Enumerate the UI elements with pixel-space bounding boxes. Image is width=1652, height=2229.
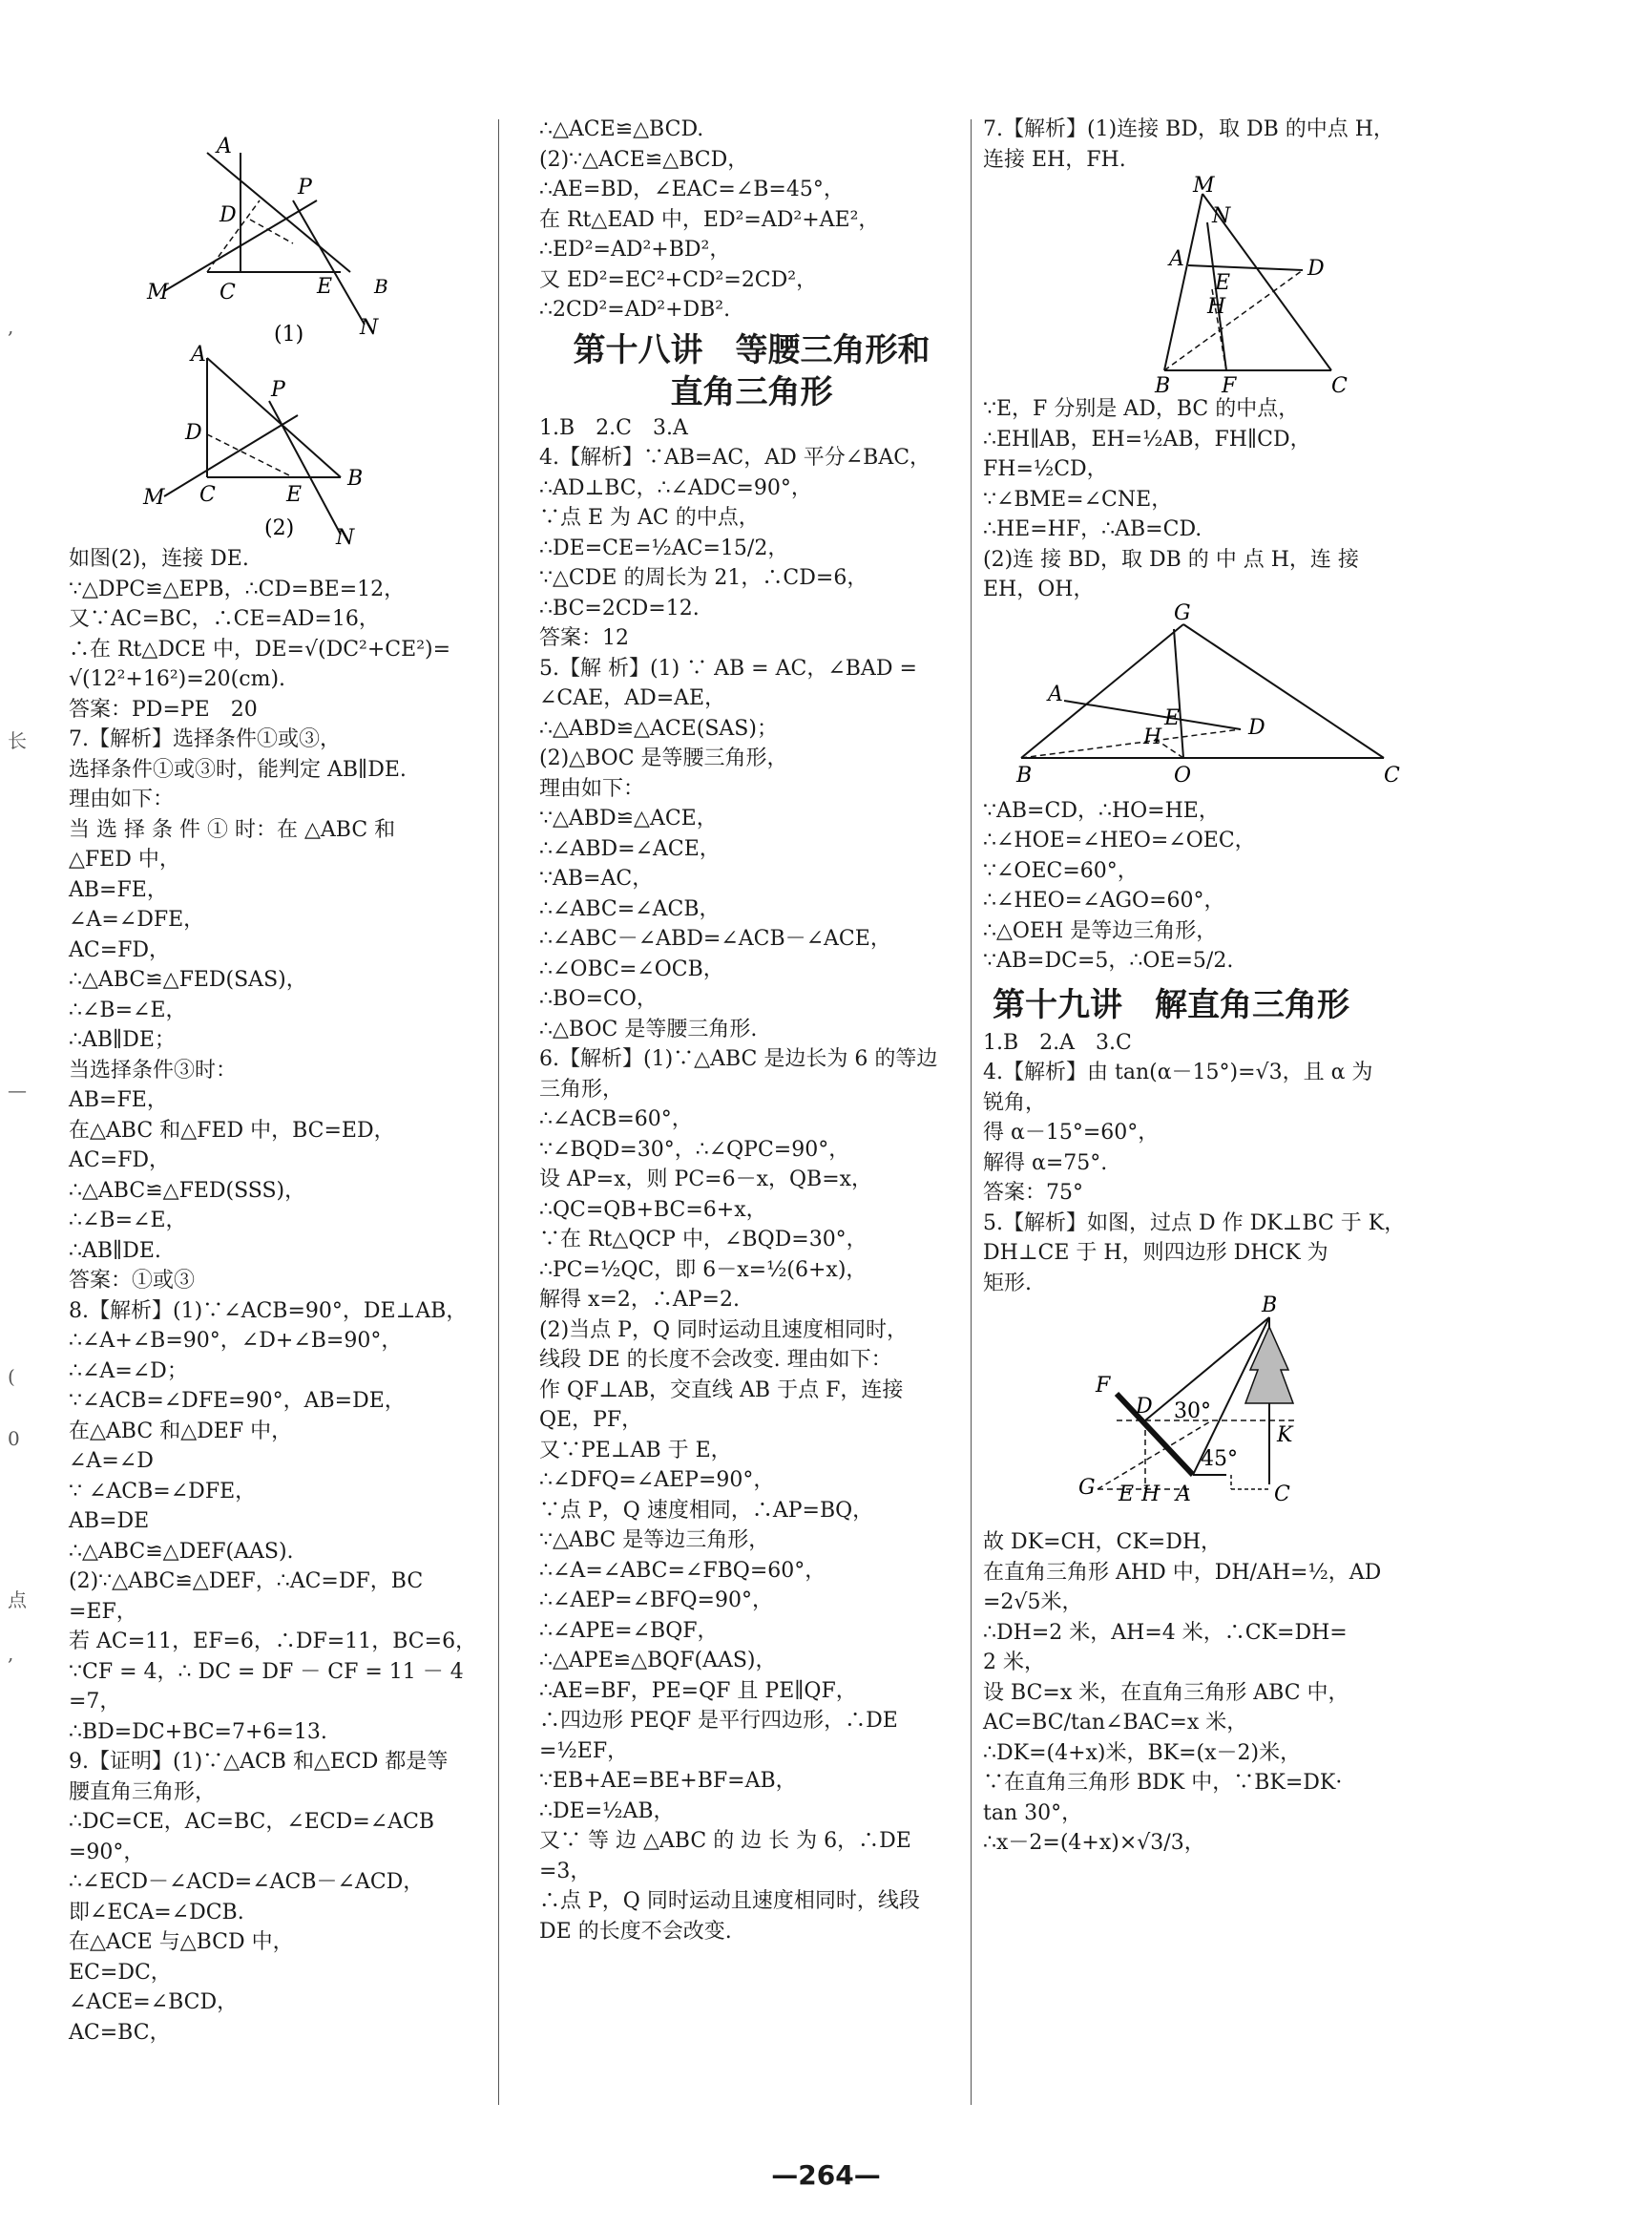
text-line: ∵AB=CD，∴HO=HE， — [983, 798, 1220, 823]
text-line: 4.【解析】由 tan(α－15°)=√3，且 α 为 — [983, 1061, 1373, 1084]
q7b-label-O: O — [1174, 763, 1192, 788]
text-line: 三角形， — [539, 1077, 624, 1102]
text-line: EH，OH， — [983, 578, 1095, 601]
fig1-label-N: N — [360, 316, 379, 340]
tree-label-A: A — [1176, 1482, 1191, 1506]
text-line: 选择条件①或③时，能判定 AB∥DE. — [69, 757, 407, 782]
q7b-label-E: E — [1164, 705, 1181, 730]
fig2-label-N: N — [336, 526, 355, 550]
text-line: =7， — [69, 1690, 121, 1714]
text-line: ∴DH=2 米，AH=4 米，∴CK=DH= — [983, 1620, 1348, 1645]
text-line: ∴∠ABC－∠ABD=∠ACB－∠ACE， — [539, 927, 891, 951]
text-line: 当 选 择 条 件 ① 时：在 △ABC 和 — [69, 817, 396, 842]
text-line: 解得 x=2，∴AP=2. — [539, 1288, 740, 1312]
text-line: ∴AD⊥BC，∴∠ADC=90°， — [539, 475, 812, 500]
text-line: ∴∠A=∠ABC=∠FBQ=60°， — [539, 1558, 826, 1583]
text-line: ∴EH∥AB，EH=½AB，FH∥CD， — [983, 427, 1311, 452]
text-line: ∵EB+AE=BE+BF=AB， — [539, 1769, 797, 1793]
text-line: ∴∠ABC=∠ACB， — [539, 896, 721, 921]
col3-top-text — [983, 115, 1432, 175]
figure-q7-1 — [1012, 174, 1412, 398]
tree-label-C: C — [1274, 1482, 1290, 1506]
text-line: ∴∠A+∠B=90°，∠D+∠B=90°， — [69, 1329, 403, 1353]
q7b-label-D: D — [1248, 715, 1265, 740]
text-line: ∵∠BQD=30°，∴∠QPC=90°， — [539, 1137, 850, 1162]
column-1 — [69, 129, 489, 2048]
q7b-label-H: H — [1143, 725, 1162, 749]
text-line: 解得 α=75°. — [983, 1150, 1108, 1175]
fig2-label-C: C — [199, 483, 216, 507]
text-line: ∵△ABD≌△ACE， — [539, 807, 718, 831]
text-line: AB=FE， — [69, 877, 168, 902]
col3-after-text — [983, 796, 1432, 977]
text-line: 答案：75° — [983, 1181, 1083, 1205]
text-line: 腰直角三角形， — [69, 1779, 217, 1804]
text-line: ∴△ABC≌△DEF(AAS). — [69, 1539, 294, 1564]
tree-label-D: D — [1136, 1395, 1153, 1419]
col3-mid-text — [983, 394, 1432, 605]
text-line: 在△ABC 和△DEF 中， — [69, 1419, 293, 1443]
col2-top-text — [539, 115, 964, 326]
fig1-label-M: M — [147, 281, 169, 305]
margin-mark: 0 — [8, 1427, 20, 1450]
fig1-label-E: E — [317, 275, 333, 299]
text-line: 作 QF⊥AB，交直线 AB 于点 F，连接 — [539, 1377, 904, 1402]
text-line: ∴△APE≌△BQF(AAS)， — [539, 1649, 777, 1672]
text-line: ∴点 P，Q 同时运动且速度相同时，线段 — [539, 1889, 920, 1913]
figure-q7-2 — [983, 600, 1403, 796]
text-line: AC=BC/tan∠BAC=x 米， — [983, 1711, 1248, 1735]
fig2-label-B: B — [347, 467, 364, 491]
text-line: ∴BO=CO， — [539, 987, 658, 1011]
text-line: ∴DC=CE，AC=BC，∠ECD=∠ACB — [69, 1810, 435, 1834]
text-line: ∴HE=HF，∴AB=CD. — [983, 517, 1202, 541]
text-line: ∴AE=BF，PE=QF 且 PE∥QF， — [539, 1678, 857, 1703]
q7-label-N: N — [1212, 204, 1231, 228]
text-line: 5.【解析】如图，过点 D 作 DK⊥BC 于 K， — [983, 1210, 1406, 1235]
text-line: 7.【解析】选择条件①或③， — [69, 727, 341, 751]
text-line: ∴在 Rt△DCE 中，DE=√(DC²+CE²)= — [69, 637, 451, 662]
text-line: 7.【解析】(1)连接 BD，取 DB 的中点 H， — [983, 117, 1394, 141]
fig2-label-D: D — [185, 421, 202, 445]
text-line: AC=FD， — [69, 937, 171, 962]
text-line: =90°， — [69, 1840, 145, 1864]
text-line: 1.B 2.C 3.A — [539, 415, 688, 440]
text-line: ∵∠OEC=60°， — [983, 858, 1139, 883]
tree-label-F: F — [1096, 1374, 1111, 1398]
text-line: 又 ED²=EC²+CD²=2CD²， — [539, 267, 818, 292]
column-3 — [983, 115, 1432, 1859]
fig1-caption: (1) — [274, 323, 304, 347]
text-line: AB=FE， — [69, 1088, 168, 1112]
column-divider — [971, 119, 972, 2105]
text-line: 得 α－15°=60°， — [983, 1121, 1160, 1145]
text-line: ∠ACE=∠BCD， — [69, 1990, 239, 2014]
text-line: ∴AE=BD，∠EAC=∠B=45°， — [539, 178, 845, 201]
col2-text — [539, 413, 964, 1947]
margin-mark: 长 — [8, 729, 27, 752]
tree-label-G: G — [1078, 1476, 1096, 1500]
text-line: 理由如下： — [69, 788, 175, 811]
text-line: ∴DE=½AB， — [539, 1798, 675, 1823]
text-line: 1.B 2.A 3.C — [983, 1030, 1132, 1055]
text-line: FH=½CD， — [983, 457, 1108, 481]
text-line: 连接 EH，FH. — [983, 147, 1126, 172]
text-line: ∴x－2=(4+x)×√3/3， — [983, 1831, 1205, 1855]
text-line: ∴BC=2CD=12. — [539, 596, 700, 620]
text-line: ∴△BOC 是等腰三角形. — [539, 1017, 758, 1041]
text-line: ∵ ∠ACB=∠DFE， — [69, 1479, 257, 1504]
text-line: △FED 中， — [69, 848, 180, 872]
fig2-label-E: E — [286, 483, 303, 507]
text-line: (2)∵△ACE≌△BCD， — [539, 147, 749, 172]
text-line: ∴DE=CE=½AC=15/2， — [539, 536, 789, 560]
text-line: ∵△CDE 的周长为 21，∴CD=6， — [539, 566, 868, 590]
text-line: √(12²+16²)=20(cm). — [69, 667, 286, 691]
text-line: ∴∠A=∠D； — [69, 1358, 188, 1383]
text-line: ∠CAE，AD=AE， — [539, 686, 726, 710]
text-line: 设 BC=x 米，在直角三角形 ABC 中， — [983, 1680, 1349, 1705]
col1-text — [69, 544, 489, 2048]
text-line: 答案：12 — [539, 626, 629, 650]
text-line: ∴△ACE≌△BCD. — [539, 117, 704, 141]
text-line: ∴四边形 PEQF 是平行四边形，∴DE — [539, 1709, 898, 1733]
text-line: 又∵AC=BC，∴CE=AD=16， — [69, 607, 380, 631]
fig2-label-M: M — [143, 486, 165, 510]
figure-tree — [1012, 1293, 1412, 1527]
text-line: ∵∠ACB=∠DFE=90°，AB=DE， — [69, 1389, 406, 1413]
tree-label-E: E — [1119, 1482, 1135, 1506]
text-line: 答案：①或③ — [69, 1269, 196, 1293]
text-line: 2 米， — [983, 1651, 1045, 1674]
tree-label-B: B — [1262, 1293, 1278, 1317]
lecture-19-title: 第十九讲 解直角三角形 — [993, 985, 1349, 1024]
text-line: ∠A=∠DFE， — [69, 908, 205, 932]
text-line: 即∠ECA=∠DCB. — [69, 1900, 244, 1924]
text-line: 如图(2)，连接 DE. — [69, 547, 249, 571]
text-line: ∴AB∥DE； — [69, 1028, 176, 1052]
fig2-label-P: P — [271, 378, 285, 402]
margin-mark: 点 — [8, 1588, 27, 1611]
text-line: (2)∵△ABC≌△DEF，∴AC=DF，BC — [69, 1569, 424, 1593]
text-line: ∴ED²=AD²+BD²， — [539, 238, 731, 262]
fig1-label-D: D — [220, 203, 237, 227]
q7-label-D: D — [1307, 257, 1325, 281]
text-line: ∠A=∠D — [69, 1449, 154, 1473]
text-line: ∴△ABC≌△FED(SSS)， — [69, 1178, 306, 1203]
text-line: 4.【解析】∵AB=AC，AD 平分∠BAC， — [539, 446, 931, 470]
text-line: ∴∠OBC=∠OCB， — [539, 957, 724, 981]
text-line: =EF， — [69, 1599, 137, 1624]
text-line: 在直角三角形 AHD 中，DH/AH=½，AD — [983, 1560, 1382, 1585]
text-line: (2)当点 P，Q 同时运动且速度相同时， — [539, 1317, 908, 1342]
figure-1 — [69, 129, 388, 347]
text-line: ∵CF = 4，∴ DC = DF － CF = 11 － 4 — [69, 1659, 464, 1684]
text-line: ∵在 Rt△QCP 中，∠BQD=30°， — [539, 1228, 868, 1251]
text-line: 理由如下： — [539, 776, 645, 801]
text-line: 设 AP=x，则 PC=6－x，QB=x， — [539, 1167, 873, 1191]
text-line: 锐角， — [983, 1090, 1047, 1115]
text-line: ∴△OEH 是等边三角形， — [983, 918, 1218, 943]
q7-label-F: F — [1222, 374, 1237, 398]
text-line: ∴AB∥DE. — [69, 1238, 161, 1263]
text-line: QE，PF， — [539, 1408, 643, 1432]
text-line: AC=FD， — [69, 1148, 171, 1172]
text-line: ∵E，F 分别是 AD，BC 的中点， — [983, 397, 1300, 421]
margin-mark: ( — [8, 1365, 15, 1388]
text-line: 在△ACE 与△BCD 中， — [69, 1930, 294, 1954]
text-line: 在△ABC 和△FED 中，BC=ED， — [69, 1118, 395, 1143]
text-line: =2√5米， — [983, 1590, 1083, 1614]
text-line: =½EF， — [539, 1738, 629, 1763]
figure-2 — [69, 343, 374, 550]
text-line: ∴∠HOE=∠HEO=∠OEC， — [983, 829, 1256, 852]
column-divider — [498, 119, 499, 2105]
q7b-label-G: G — [1174, 600, 1191, 625]
text-line: (2)连 接 BD，取 DB 的 中 点 H，连 接 — [983, 547, 1359, 572]
text-line: ∴△ABD≌△ACE(SAS)； — [539, 716, 778, 741]
fig1-label-A: A — [217, 135, 232, 158]
fig1-label-B: B — [374, 275, 388, 298]
text-line: ∵△DPC≌△EPB，∴CD=BE=12， — [69, 577, 406, 601]
tree-label-H: H — [1141, 1482, 1161, 1506]
q7-label-A: A — [1169, 247, 1184, 271]
q7-label-E: E — [1215, 271, 1231, 295]
text-line: ∵在直角三角形 BDK 中，∵BK=DK· — [983, 1771, 1343, 1795]
text-line: 若 AC=11，EF=6，∴DF=11，BC=6， — [69, 1630, 477, 1653]
text-line: ∵AB=AC， — [539, 867, 654, 891]
text-line: 在 Rt△EAD 中，ED²=AD²+AE²， — [539, 207, 880, 232]
q7b-label-B: B — [1016, 763, 1033, 788]
text-line: =3， — [539, 1859, 592, 1883]
text-line: 答案：PD=PE 20 — [69, 697, 258, 722]
text-line: 又∵ 等 边 △ABC 的 边 长 为 6，∴DE — [539, 1829, 911, 1853]
text-line: DH⊥CE 于 H，则四边形 DHCK 为 — [983, 1241, 1328, 1265]
text-line: ∴∠APE=∠BQF， — [539, 1618, 719, 1643]
q7-label-C: C — [1331, 374, 1348, 398]
text-line: ∴PC=½QC，即 6－x=½(6+x)， — [539, 1257, 868, 1282]
text-line: 线段 DE 的长度不会改变. 理由如下： — [539, 1348, 892, 1372]
text-line: 9.【证明】(1)∵△ACB 和△ECD 都是等 — [69, 1750, 449, 1774]
tree-label-45deg: 45° — [1201, 1447, 1238, 1471]
text-line: ∴∠B=∠E， — [69, 998, 187, 1022]
col3-end-text — [983, 1527, 1432, 1859]
text-line: 又∵PE⊥AB 于 E， — [539, 1438, 732, 1462]
text-line: ∴QC=QB+BC=6+x， — [539, 1197, 767, 1222]
q7b-label-C: C — [1384, 763, 1400, 788]
margin-mark: , — [8, 315, 14, 338]
fig1-label-P: P — [298, 176, 312, 200]
lecture-18-title-line1: 第十八讲 等腰三角形和 — [573, 330, 931, 369]
text-line: AB=DE — [69, 1509, 150, 1533]
text-line: AC=BC， — [69, 2020, 171, 2045]
text-line: ∵△ABC 是等边三角形， — [539, 1528, 770, 1552]
text-line: ∵点 P，Q 速度相同，∴AP=BQ， — [539, 1498, 874, 1523]
col3-19-text — [983, 1028, 1432, 1299]
text-line: EC=DC， — [69, 1960, 172, 1985]
text-line: ∴∠DFQ=∠AEP=90°， — [539, 1468, 775, 1492]
fig2-label-A: A — [191, 343, 206, 367]
text-line: (2)△BOC 是等腰三角形， — [539, 747, 788, 770]
text-line: ∴△ABC≌△FED(SAS)， — [69, 968, 307, 992]
q7-label-M: M — [1193, 174, 1215, 198]
text-line: 当选择条件③时： — [69, 1058, 238, 1083]
text-line: 8.【解析】(1)∵∠ACB=90°，DE⊥AB， — [69, 1298, 468, 1323]
tree-label-K: K — [1277, 1423, 1293, 1447]
text-line: ∴DK=(4+x)米，BK=(x－2)米， — [983, 1740, 1302, 1765]
column-2 — [539, 115, 964, 1946]
fig2-caption: (2) — [264, 516, 295, 540]
text-line: ∴∠AEP=∠BFQ=90°， — [539, 1588, 773, 1612]
text-line: ∴∠ABD=∠ACE， — [539, 836, 721, 861]
text-line: ∵点 E 为 AC 的中点， — [539, 506, 760, 530]
text-line: ∴∠ECD－∠ACD=∠ACB－∠ACD， — [69, 1870, 425, 1894]
text-line: 5.【解 析】(1) ∵ AB = AC，∠BAD = — [539, 656, 917, 681]
text-line: ∴∠ACB=60°， — [539, 1107, 693, 1131]
margin-mark: — — [8, 1079, 27, 1102]
text-line: ∴∠HEO=∠AGO=60°， — [983, 889, 1225, 913]
text-line: 故 DK=CH，CK=DH， — [983, 1530, 1223, 1554]
page-number: —264— — [771, 2159, 881, 2191]
text-line: 6.【解析】(1)∵△ABC 是边长为 6 的等边 — [539, 1047, 938, 1071]
text-line: 矩形. — [983, 1271, 1032, 1295]
lecture-18-title-line2: 直角三角形 — [670, 372, 833, 411]
text-line: ∴BD=DC+BC=7+6=13. — [69, 1719, 327, 1744]
q7b-label-A: A — [1048, 682, 1063, 706]
fig1-label-C: C — [220, 281, 236, 305]
text-line: tan 30°， — [983, 1800, 1083, 1825]
text-line: ∵∠BME=∠CNE， — [983, 487, 1173, 512]
margin-mark: , — [8, 1642, 14, 1665]
q7-label-B: B — [1155, 374, 1171, 398]
text-line: ∵AB=DC=5，∴OE=5/2. — [983, 949, 1234, 973]
text-line: DE 的长度不会改变. — [539, 1919, 732, 1944]
tree-label-30deg: 30° — [1174, 1399, 1211, 1423]
text-line: ∴∠B=∠E， — [69, 1209, 187, 1232]
text-line: ∴2CD²=AD²+DB². — [539, 298, 731, 322]
q7-label-H: H — [1207, 295, 1226, 319]
